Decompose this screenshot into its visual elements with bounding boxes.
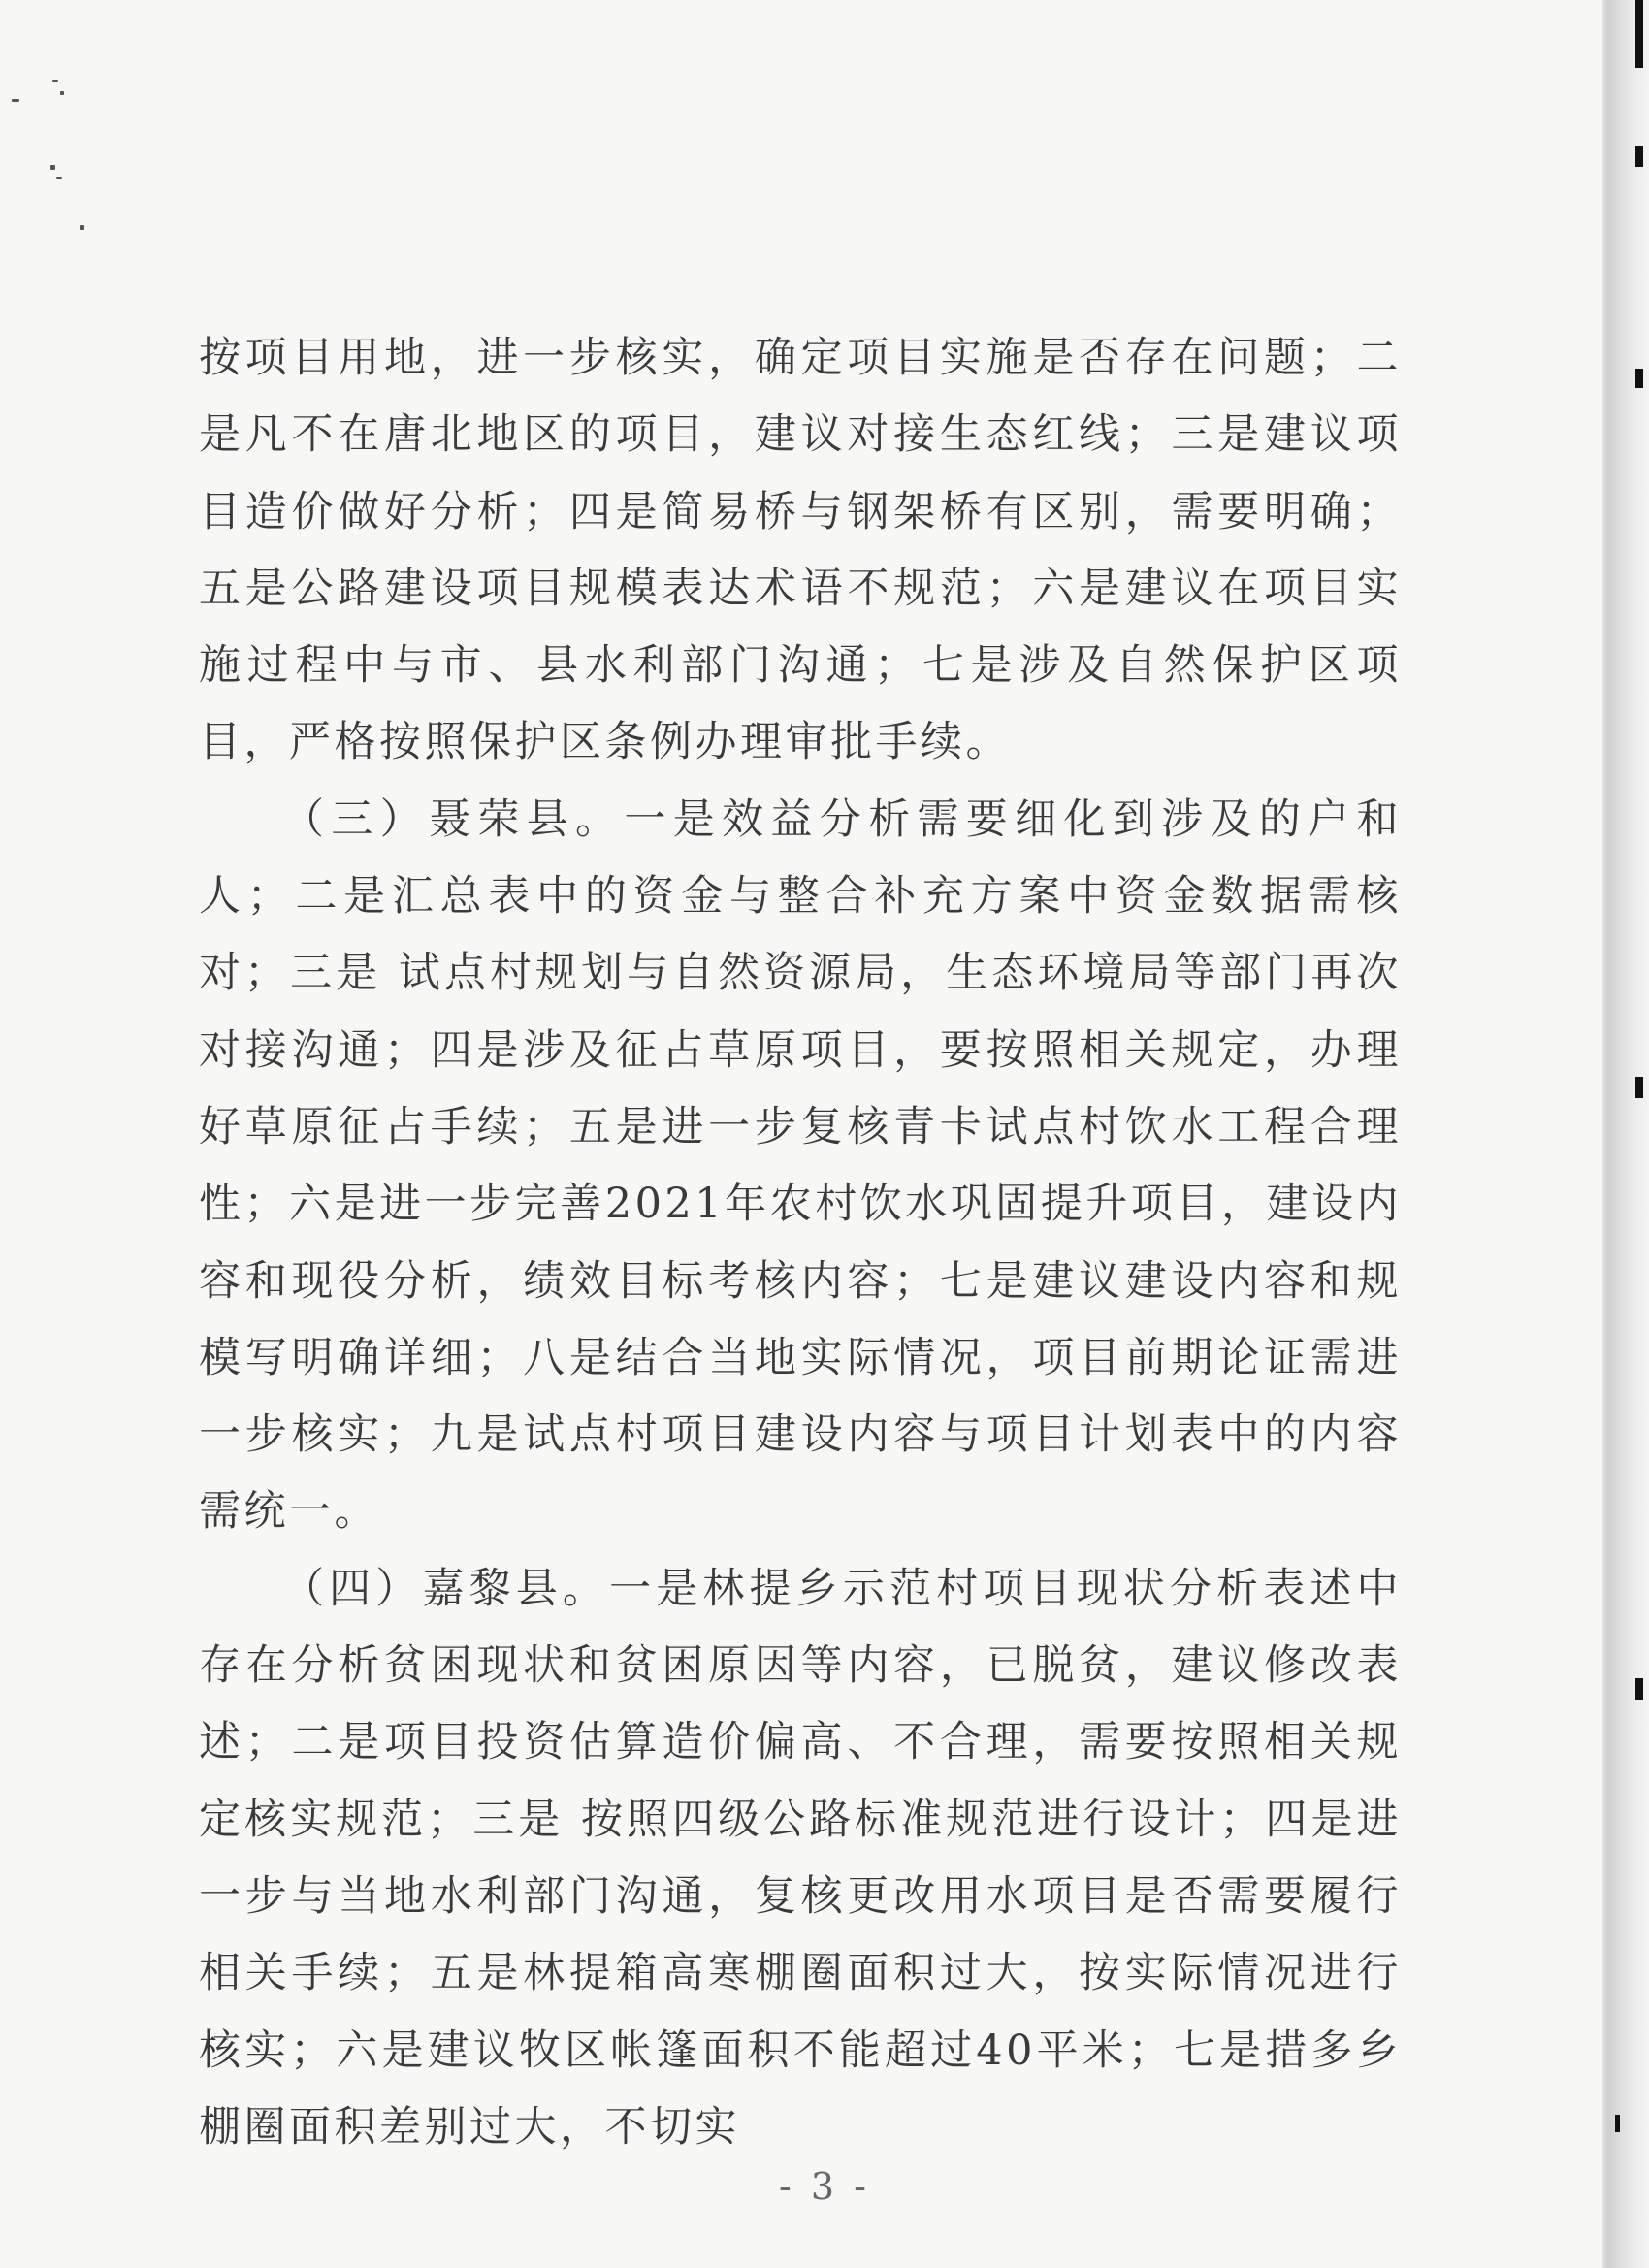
- paragraph-continued: 按项目用地，进一步核实，确定项目实施是否存在问题；二是凡不在唐北地区的项目，建议对接生态红线；三是建议项目造价做好分析；四是简易桥与钢架桥有区别，需要明确；五是公路建设项目规模表达术语不规范；六是建议在项目实施过程中与市、县水利部门沟通；七是涉及自然保护区项目，严格按照保护区条例办理审批手续。: [199, 334, 1402, 767]
- binding-edge: [1602, 0, 1649, 2268]
- binding-mark: [1615, 2115, 1620, 2132]
- scan-speck: [56, 177, 62, 179]
- document-body: [199, 320, 1402, 2166]
- binding-mark: [1635, 146, 1643, 167]
- paragraph-nierong-county: （三）聂荣县。一是效益分析需要细化到涉及的户和人；二是汇总表中的资金与整合补充方案中资金数据需核对；三是 试点村规划与自然资源局，生态环境局等部门再次对接沟通；四是涉及征占草原项目，要按照相关规定，办理好草原征占手续；五是进一步复核青卡试点村饮水工程合理性；六是进一步完善2021年农村饮水巩固提升项目，建设内容和现役分析，绩效目标考核内容；七是建议建设内容和规模写明确详细；八是结合当地实际情况，项目前期论证需进一步核实；九是试点村项目建设内容与项目计划表中的内容需统一。: [199, 794, 1402, 1537]
- binding-mark: [1635, 1077, 1643, 1098]
- scan-speck: [60, 91, 64, 95]
- binding-mark: [1635, 0, 1643, 68]
- scan-speck: [50, 165, 55, 170]
- paragraph-jiali-county: （四）嘉黎县。一是林提乡示范村项目现状分析表述中存在分析贫困现状和贫困原因等内容，已脱贫，建议修改表述；二是项目投资估算造价偏高、不合理，需要按照相关规定核实规范；三是 按照四级公路标准规范进行设计；四是进一步与当地水利部门沟通，复核更改用水项目是否需要履行相关手续；五是林提箱高寒棚圈面积过大，按实际情况进行核实；六是建议牧区帐篷面积不能超过40平米；七是措多乡棚圈面积差别过大，不切实: [199, 1564, 1402, 2152]
- binding-mark: [1635, 369, 1643, 388]
- binding-mark: [1635, 1678, 1643, 1700]
- page-number: - 3 -: [778, 2165, 870, 2208]
- scan-speck: [80, 225, 84, 230]
- scan-speck: [12, 99, 19, 102]
- scan-speck: [52, 80, 58, 82]
